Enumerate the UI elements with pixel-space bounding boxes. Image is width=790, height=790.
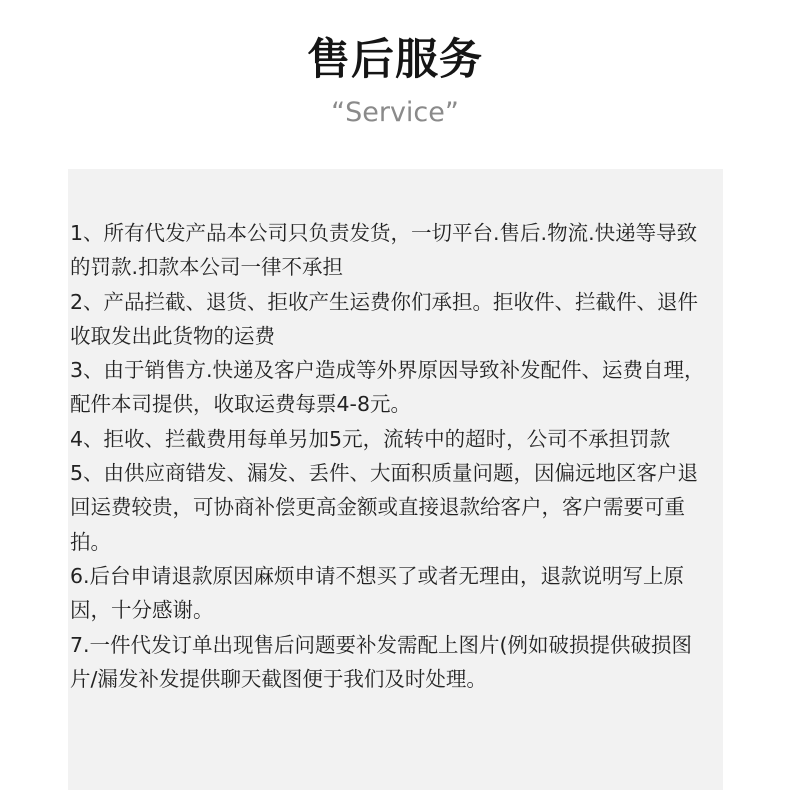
terms-panel <box>68 169 723 790</box>
term-item-7: 7.一件代发订单出现售后问题要补发需配上图片(例如破损提供破损图片/漏发补发提供聊天截图便于我们及时处理。 <box>70 632 693 691</box>
term-item-6: 6.后台申请退款原因麻烦申请不想买了或者无理由，退款说明写上原因，十分感谢。 <box>70 563 685 623</box>
page-subtitle: “Service” <box>331 97 459 128</box>
term-item-4: 4、拒收、拦截费用每单另加5元，流转中的超时，公司不承担罚款 <box>70 426 671 451</box>
term-item-3: 3、由于销售方.快递及客户造成等外界原因导致补发配件、运费自理，配件本司提供，收取运费每票4-8元。 <box>70 358 705 417</box>
terms-list <box>68 216 723 696</box>
term-item-1: 1、所有代发产品本公司只负责发货，一切平台.售后.物流.快递等导致的罚款.扣款本公司一律不承担 <box>70 221 698 280</box>
term-item-5: 5、由供应商错发、漏发、丢件、大面积质量问题，因偏远地区客户退回运费较贵，可协商补偿更高金额或直接退款给客户，客户需要可重拍。 <box>70 461 699 554</box>
term-item-2: 2、产品拦截、退货、拒收产生运费你们承担。拒收件、拦截件、退件收取发出此货物的运费 <box>70 289 699 348</box>
page-title: 售后服务 <box>307 35 483 85</box>
